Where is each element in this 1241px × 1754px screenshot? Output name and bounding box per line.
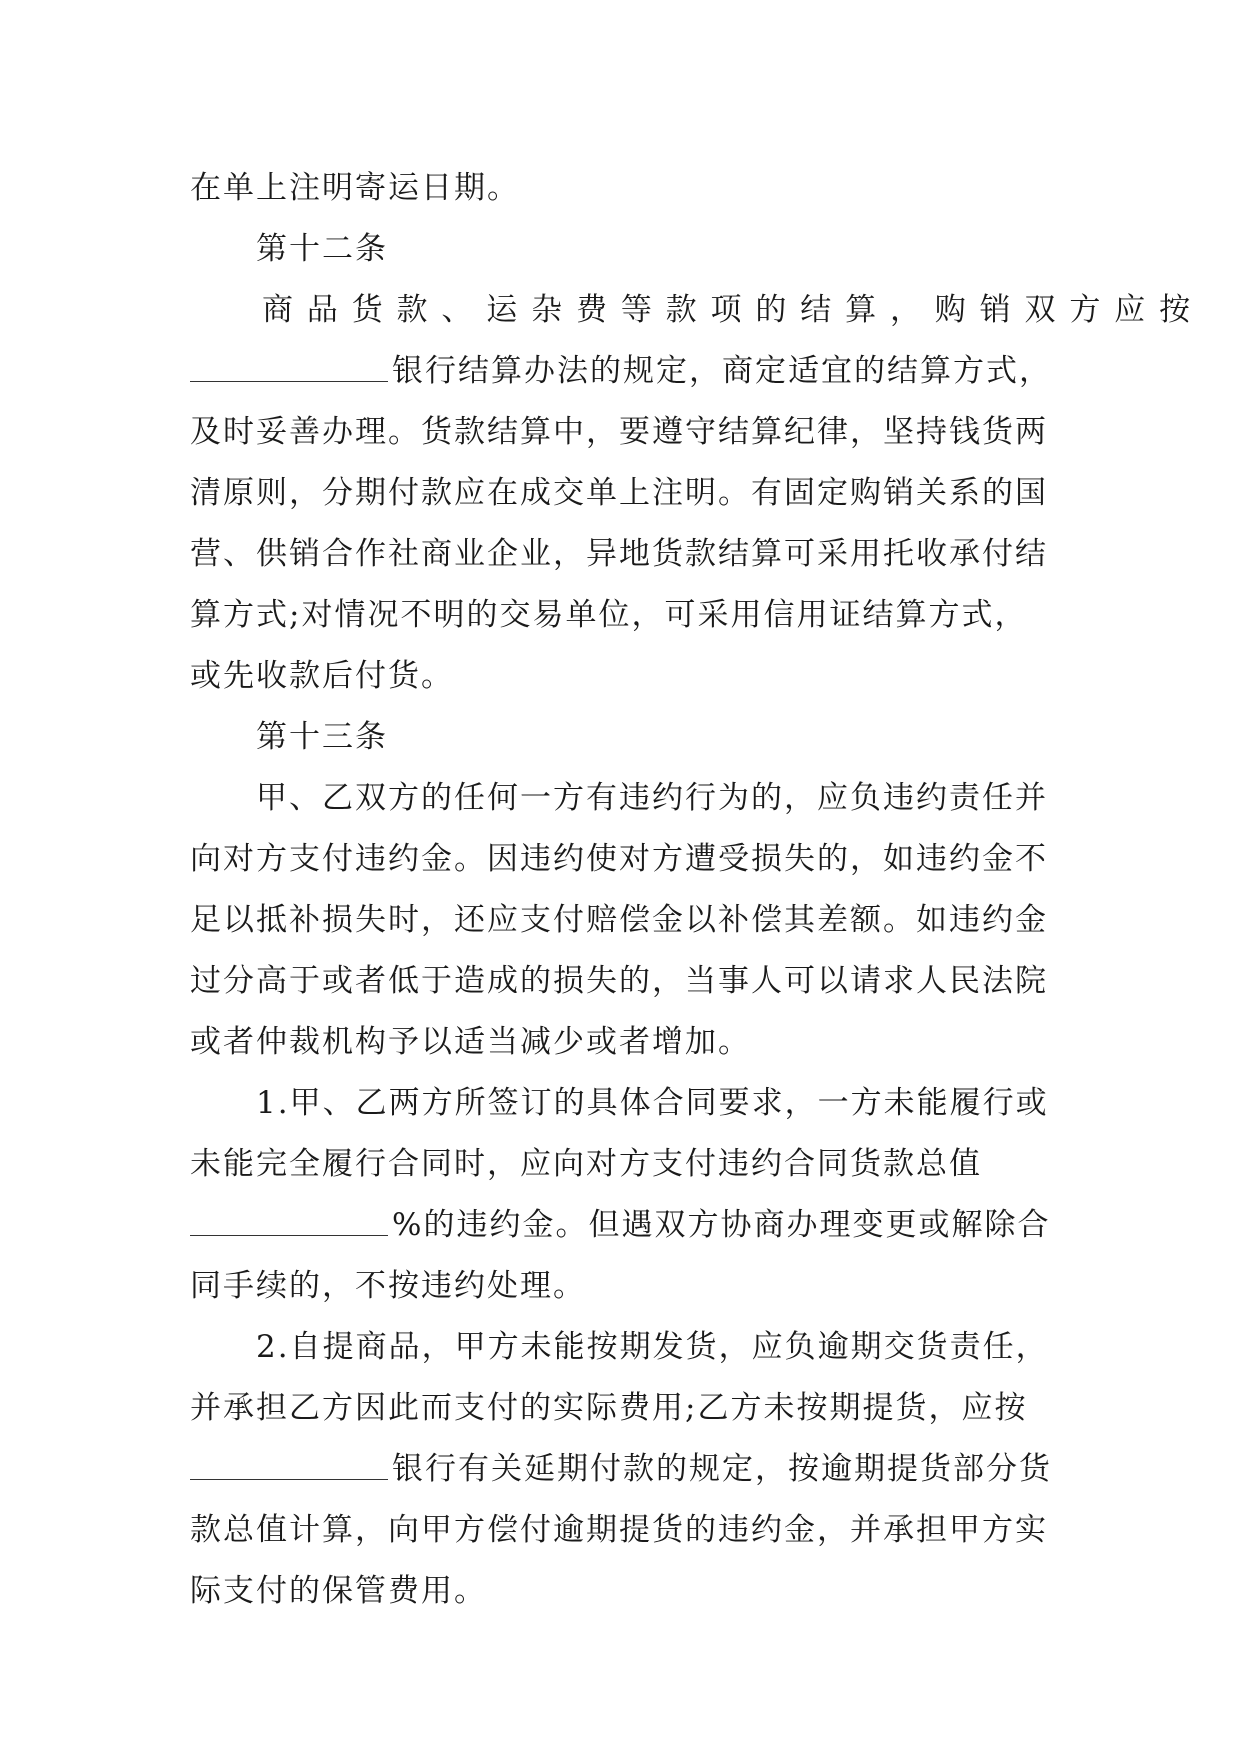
paragraph-line: 过分高于或者低于造成的损失的，当事人可以请求人民法院 xyxy=(190,963,1048,999)
paragraph-line: 际支付的保管费用。 xyxy=(190,1573,487,1609)
fill-in-blank xyxy=(190,1195,388,1236)
paragraph-line: 款总值计算，向甲方偿付逾期提货的违约金，并承担甲方实 xyxy=(190,1512,1048,1548)
paragraph-line: 或者仲裁机构予以适当减少或者增加。 xyxy=(190,1024,751,1060)
fill-in-blank xyxy=(190,341,388,382)
paragraph-line-with-blank xyxy=(190,341,1055,402)
fill-in-blank xyxy=(190,1439,388,1480)
clause-2-line: 2.自提商品，甲方未能按期发货，应负逾期交货责任， xyxy=(256,1329,1049,1365)
paragraph-line: 在单上注明寄运日期。 xyxy=(190,170,520,206)
paragraph-line: 清原则，分期付款应在成交单上注明。有固定购销关系的国 xyxy=(190,475,1048,511)
paragraph-text: 银行有关延期付款的规定，按逾期提货部分货 xyxy=(392,1451,1052,1487)
paragraph-text: %的违约金。但遇双方协商办理变更或解除合 xyxy=(392,1207,1051,1243)
paragraph-line: 营、供销合作社商业企业，异地货款结算可采用托收承付结 xyxy=(190,536,1048,572)
paragraph-line: 足以抵补损失时，还应支付赔偿金以补偿其差额。如违约金 xyxy=(190,902,1048,938)
article-12-heading: 第十二条 xyxy=(256,231,388,267)
paragraph-line-with-blank xyxy=(190,1439,1055,1500)
paragraph-line: 或先收款后付货。 xyxy=(190,658,454,694)
paragraph-line: 未能完全履行合同时，应向对方支付违约合同货款总值 xyxy=(190,1146,982,1182)
paragraph-text: 银行结算办法的规定，商定适宜的结算方式， xyxy=(392,353,1052,389)
document-body xyxy=(190,158,1193,1622)
paragraph-line: 甲、乙双方的任何一方有违约行为的，应负违约责任并 xyxy=(256,780,1048,816)
paragraph-line: 向对方支付违约金。因违约使对方遭受损失的，如违约金不 xyxy=(190,841,1048,877)
paragraph-line: 及时妥善办理。货款结算中，要遵守结算纪律，坚持钱货两 xyxy=(190,414,1048,450)
paragraph-line: 算方式;对情况不明的交易单位，可采用信用证结算方式， xyxy=(190,597,1028,633)
paragraph-line-with-blank xyxy=(190,1195,1055,1256)
paragraph-line: 并承担乙方因此而支付的实际费用;乙方未按期提货，应按 xyxy=(190,1390,1028,1426)
paragraph-line: 商 品 货 款 、 运 杂 费 等 款 项 的 结 算 ， 购 销 双 方 应 按 xyxy=(262,292,1193,328)
paragraph-line: 同手续的，不按违约处理。 xyxy=(190,1268,586,1304)
article-13-heading: 第十三条 xyxy=(256,719,388,755)
clause-1-line: 1.甲、乙两方所签订的具体合同要求，一方未能履行或 xyxy=(256,1085,1049,1121)
